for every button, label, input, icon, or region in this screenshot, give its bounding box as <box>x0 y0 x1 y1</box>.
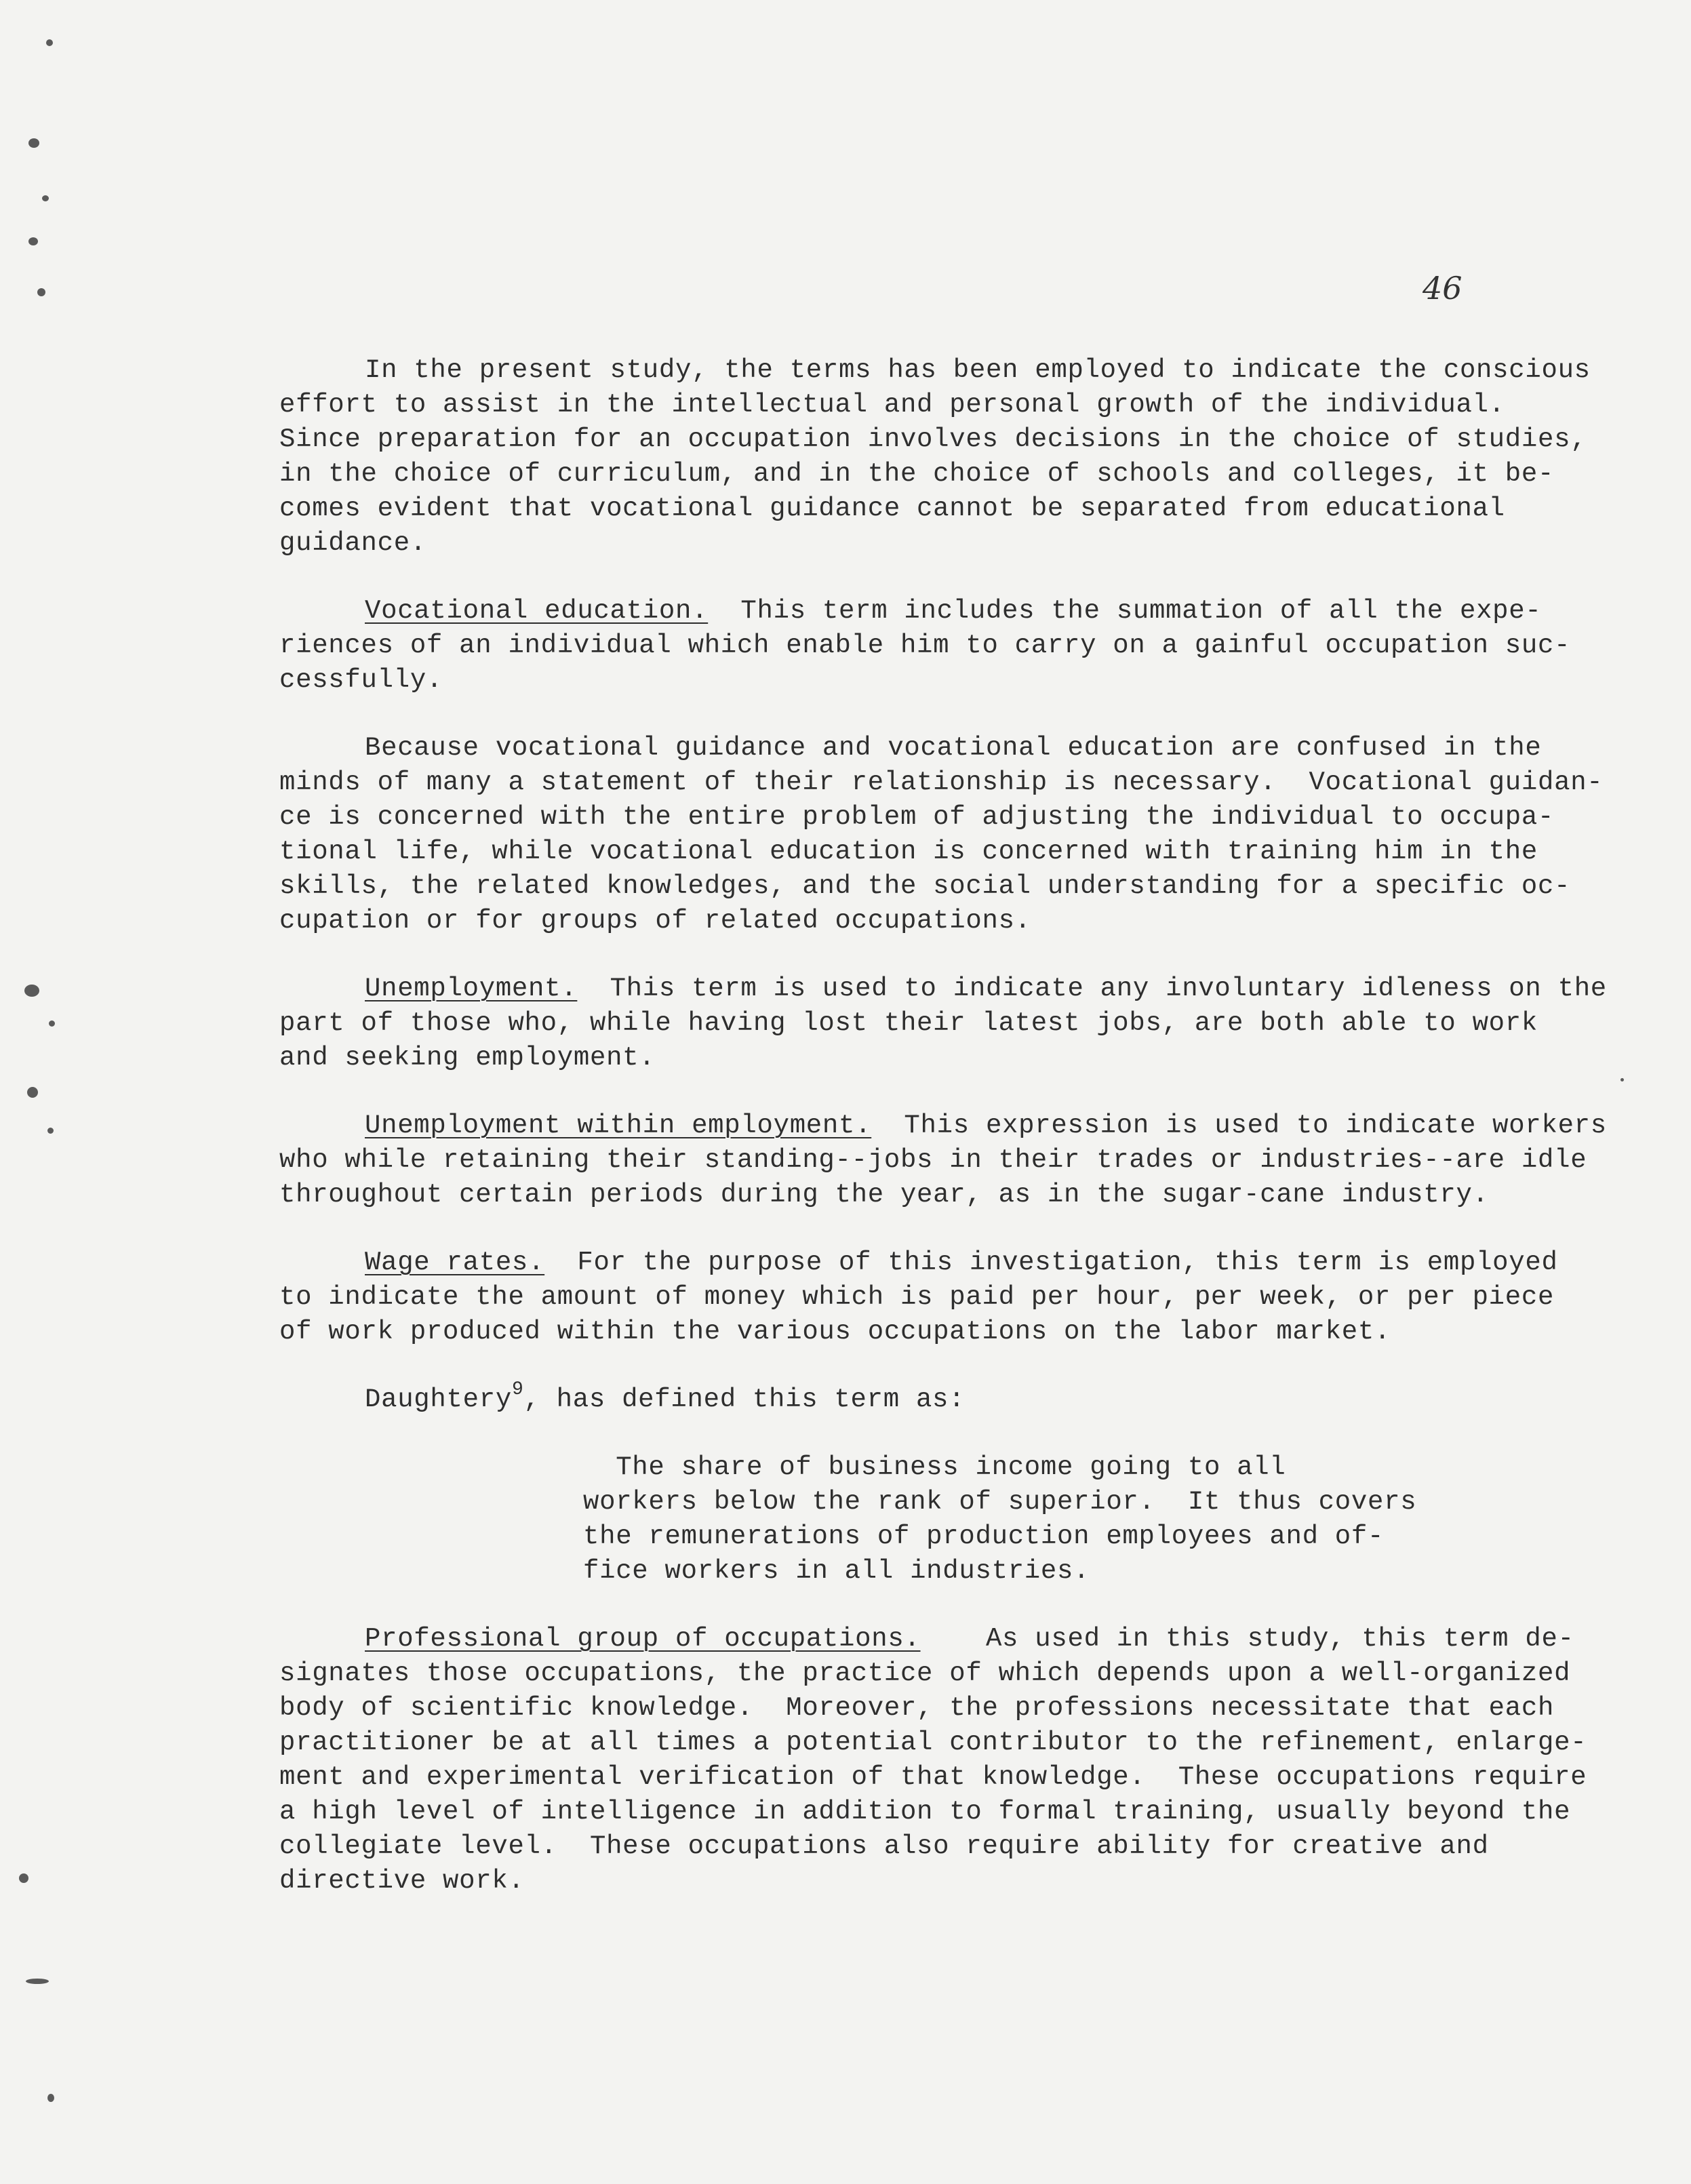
scan-mark <box>37 288 45 296</box>
paragraph-8-line-6: a high level of intelligence in addition to formal training, usually beyond the <box>279 1797 1571 1827</box>
paragraph-3-line-2: minds of many a statement of their relationship is necessary. Vocational guidan- <box>279 768 1604 797</box>
paragraph-8-line-2: signates those occupations, the practice of which depends upon a well-organized <box>279 1659 1571 1688</box>
paragraph-5-line-3: throughout certain periods during the year, as in the sugar-cane industry. <box>279 1180 1489 1210</box>
paragraph-2-line-3: cessfully. <box>279 665 443 695</box>
paragraph-6-line-3: of work produced within the various occupations on the labor market. <box>279 1317 1391 1347</box>
term-heading-unemployment: Unemployment. <box>365 974 578 1004</box>
paragraph-8-line-8: directive work. <box>279 1866 525 1896</box>
scan-mark <box>42 195 49 201</box>
scan-mark <box>28 237 38 245</box>
scan-mark <box>28 138 39 148</box>
paragraph-1-line-1: In the present study, the terms has been employed to indicate the conscious <box>365 355 1591 385</box>
paragraph-3-line-6: cupation or for groups of related occupations. <box>279 906 1031 936</box>
paragraph-1-line-3: Since preparation for an occupation involves decisions in the choice of studies, <box>279 424 1587 454</box>
paragraph-8-line-7: collegiate level. These occupations also require ability for creative and <box>279 1831 1489 1861</box>
block-quote-line-4: fice workers in all industries. <box>583 1556 1090 1586</box>
paragraph-7-line-1 <box>365 1379 966 1414</box>
citation-text: , has defined this term as: <box>523 1385 966 1414</box>
paragraph-5-text: This expression is used to indicate workers <box>871 1111 1607 1140</box>
block-quote-line-2: workers below the rank of superior. It thus covers <box>583 1487 1417 1517</box>
term-heading-unemployment-within-employment: Unemployment within employment. <box>365 1111 872 1140</box>
scan-mark <box>26 1979 49 1984</box>
paragraph-1-line-4: in the choice of curriculum, and in the choice of schools and colleges, it be- <box>279 459 1555 489</box>
paragraph-8-line-5: ment and experimental verification of that knowledge. These occupations require <box>279 1762 1587 1792</box>
paragraph-4-line-2: part of those who, while having lost their latest jobs, are both able to work <box>279 1008 1538 1038</box>
paragraph-4-line-3: and seeking employment. <box>279 1043 656 1073</box>
paragraph-6-line-1 <box>365 1250 1558 1276</box>
paragraph-2-text: This term includes the summation of all the expe- <box>708 596 1542 626</box>
scan-mark <box>1620 1078 1624 1081</box>
paragraph-2-line-1 <box>365 598 1541 624</box>
block-quote-line-1: The share of business income going to all <box>583 1452 1286 1482</box>
term-heading-vocational-education: Vocational education. <box>365 596 709 626</box>
paragraph-1-line-2: effort to assist in the intellectual and personal growth of the individual. <box>279 390 1505 420</box>
paragraph-4-text: This term is used to indicate any involuntary idleness on the <box>577 974 1607 1004</box>
paragraph-1-line-6: guidance. <box>279 528 426 558</box>
paragraph-5-line-1 <box>365 1113 1607 1139</box>
paragraph-8-text: As used in this study, this term de- <box>920 1624 1574 1654</box>
scan-mark <box>47 2094 54 2102</box>
paragraph-5-line-2: who while retaining their standing--jobs in their trades or industries--are idle <box>279 1145 1587 1175</box>
paragraph-6-line-2: to indicate the amount of money which is paid per hour, per week, or per piece <box>279 1282 1555 1312</box>
scan-mark <box>19 1873 28 1883</box>
scan-mark <box>46 39 53 46</box>
paragraph-8-line-1 <box>365 1626 1574 1652</box>
paragraph-6-text: For the purpose of this investigation, this term is employed <box>544 1248 1558 1277</box>
paragraph-3-line-3: ce is concerned with the entire problem of adjusting the individual to occupa- <box>279 802 1555 832</box>
block-quote-line-3: the remunerations of production employees and of- <box>583 1522 1385 1551</box>
scan-mark <box>27 1087 38 1098</box>
paragraph-4-line-1 <box>365 976 1607 1002</box>
paragraph-3-line-5: skills, the related knowledges, and the social understanding for a specific oc- <box>279 871 1571 901</box>
footnote-marker: 9 <box>511 1379 524 1400</box>
paragraph-3-line-1: Because vocational guidance and vocational education are confused in the <box>365 733 1542 763</box>
paragraph-3-line-4: tional life, while vocational education is concerned with training him in the <box>279 837 1538 867</box>
term-heading-professional-group: Professional group of occupations. <box>365 1624 921 1654</box>
scan-mark <box>24 985 39 997</box>
citation-author: Daughtery <box>365 1385 512 1414</box>
paragraph-8-line-3: body of scientific knowledge. Moreover, the professions necessitate that each <box>279 1693 1555 1723</box>
paragraph-8-line-4: practitioner be at all times a potential contributor to the refinement, enlarge- <box>279 1728 1587 1758</box>
scan-mark <box>49 1020 55 1027</box>
term-heading-wage-rates: Wage rates. <box>365 1248 545 1277</box>
paragraph-1-line-5: comes evident that vocational guidance cannot be separated from educational <box>279 494 1505 523</box>
paragraph-2-line-2: riences of an individual which enable him to carry on a gainful occupation suc- <box>279 631 1571 660</box>
page-number: 46 <box>1423 270 1463 306</box>
scan-mark <box>47 1128 54 1134</box>
